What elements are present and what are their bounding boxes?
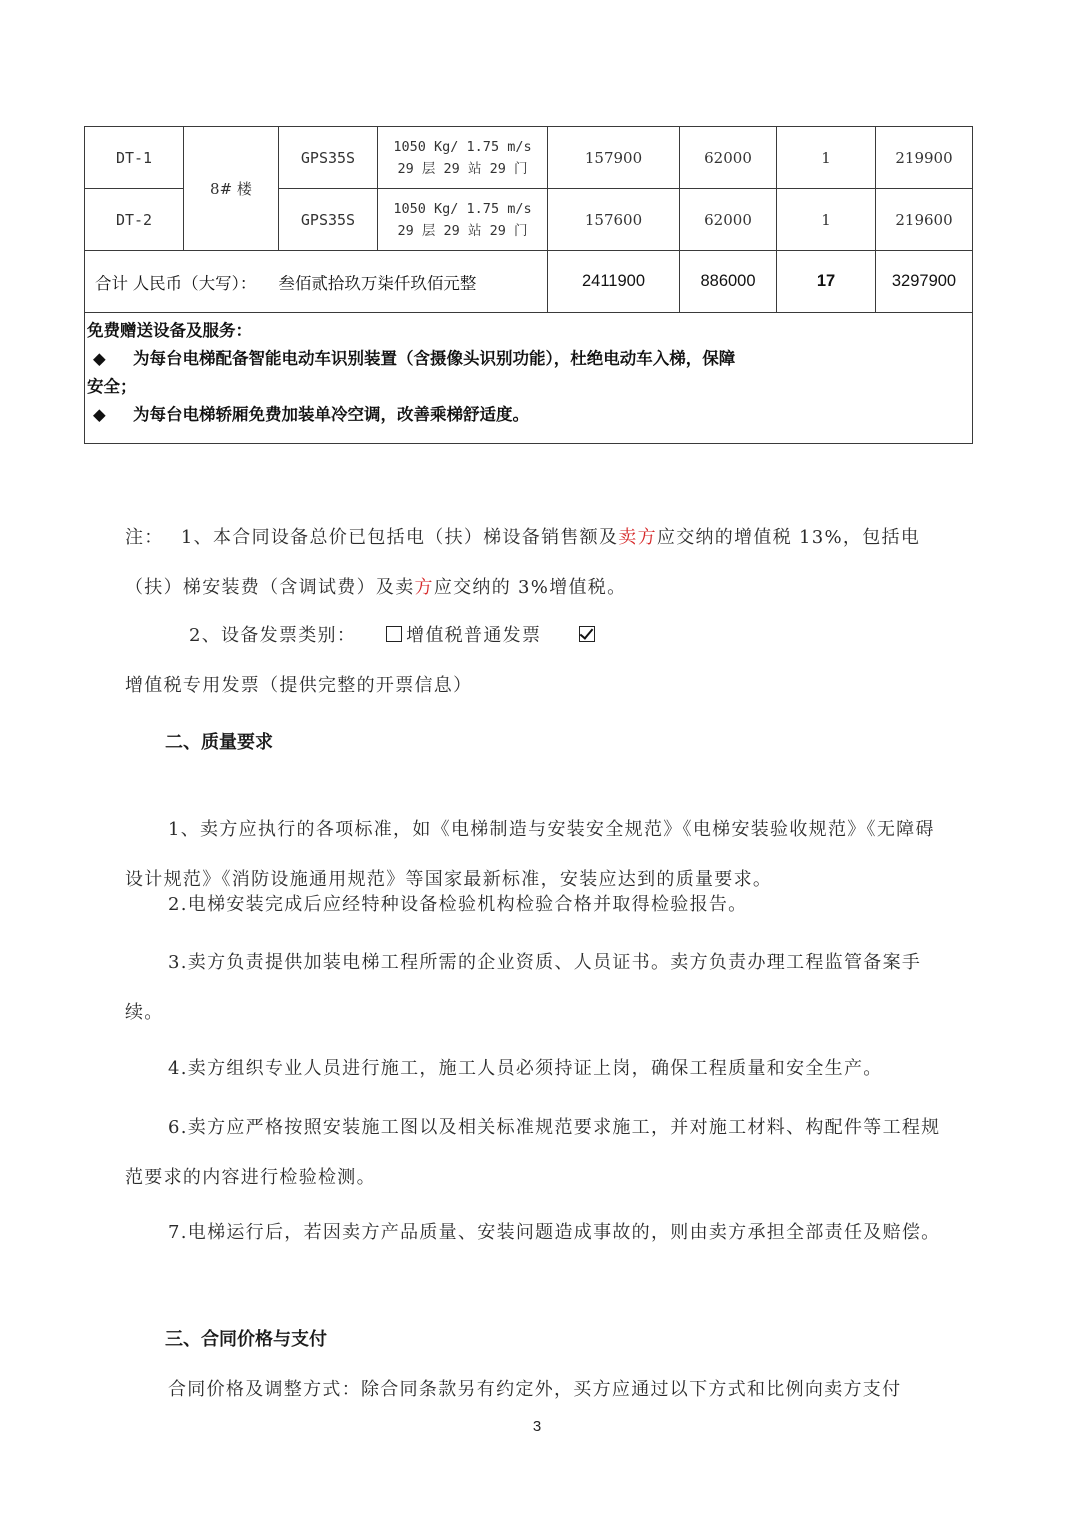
quantity: 1 <box>777 127 876 189</box>
total-equipment-price: 2411900 <box>548 251 680 313</box>
equipment-price: 157900 <box>548 127 680 189</box>
page-number: 3 <box>532 1418 542 1435</box>
install-fee: 62000 <box>680 127 777 189</box>
checkbox-unchecked-icon <box>386 626 402 642</box>
total-quantity: 17 <box>777 251 876 313</box>
quantity: 1 <box>777 189 876 251</box>
spec-line-1: 1050 Kg/ 1.75 m/s <box>393 200 532 217</box>
note-text: 应交纳的 3%增值税。 <box>433 577 627 598</box>
quality-item: 7.电梯运行后，若因卖方产品质量、安装问题造成事故的，则由卖方承担全部责任及赔偿。 <box>168 1222 941 1243</box>
spec-line-2: 29 层 29 站 29 门 <box>397 160 528 177</box>
gift-cell <box>85 313 973 444</box>
spec-line-1: 1050 Kg/ 1.75 m/s <box>393 138 532 155</box>
diamond-bullet-icon: ◆ <box>93 349 106 368</box>
amount-in-words: 叁佰贰拾玖万柒仟玖佰元整 <box>278 274 477 293</box>
gift-item <box>87 345 970 373</box>
note-text: 2、设备发票类别： <box>189 625 357 646</box>
spec-line-2: 29 层 29 站 29 门 <box>397 222 528 239</box>
section-3-heading: 三、合同价格与支付 <box>165 1329 327 1350</box>
spec <box>378 189 548 251</box>
section-3-text: 合同价格及调整方式：除合同条款另有约定外，买方应通过以下方式和比例向卖方支付 <box>168 1379 902 1400</box>
invoice-option-2: 增值税专用发票（提供完整的开票信息） <box>125 675 473 696</box>
total-label-cell <box>85 251 548 313</box>
gift-item <box>87 401 970 429</box>
elevator-id: DT-1 <box>85 127 184 189</box>
model: GPS35S <box>279 127 378 189</box>
checkbox-checked-icon <box>579 626 595 642</box>
building: 8# 楼 <box>184 127 279 251</box>
install-fee: 62000 <box>680 189 777 251</box>
model: GPS35S <box>279 189 378 251</box>
gift-item-text: 为每台电梯轿厢免费加装单冷空调，改善乘梯舒适度。 <box>133 405 529 424</box>
spec <box>378 127 548 189</box>
quality-item: 2.电梯安装完成后应经特种设备检验机构检验合格并取得检验报告。 <box>168 894 748 915</box>
quality-item: 6.卖方应严格按照安装施工图以及相关标准规范要求施工，并对施工材料、构配件等工程规范要求的内容进行检验检测。 <box>125 1117 941 1188</box>
section-2-heading: 二、质量要求 <box>165 732 273 753</box>
gift-item-text: 为每台电梯配备智能电动车识别装置（含摄像头识别功能），杜绝电动车入梯，保障 <box>133 349 736 368</box>
gift-item-continuation: 安全； <box>87 377 137 396</box>
invoice-option-1: 增值税普通发票 <box>406 625 542 646</box>
elevator-id: DT-2 <box>85 189 184 251</box>
gift-title: 免费赠送设备及服务： <box>87 321 252 340</box>
total-label: 合计 人民币（大写）： <box>95 274 257 293</box>
total-row <box>85 251 973 313</box>
quality-item: 4.卖方组织专业人员进行施工，施工人员必须持证上岗，确保工程质量和安全生产。 <box>168 1058 883 1079</box>
diamond-bullet-icon: ◆ <box>93 405 106 424</box>
quality-item: 3.卖方负责提供加装电梯工程所需的企业资质、人员证书。卖方负责办理工程监管备案手续。 <box>125 952 922 1023</box>
highlighted-text: 方 <box>414 577 434 598</box>
table-row <box>85 127 973 189</box>
total-install-fee: 886000 <box>680 251 777 313</box>
row-total: 219900 <box>876 127 973 189</box>
gift-row <box>85 313 973 444</box>
price-table <box>84 126 973 444</box>
note-1 <box>125 513 945 613</box>
grand-total: 3297900 <box>876 251 973 313</box>
highlighted-text: 卖方 <box>618 527 657 548</box>
row-total: 219600 <box>876 189 973 251</box>
note-text: 应交纳的增值税 13%，包括电（扶）梯安装费（含调试费）及卖 <box>125 527 921 598</box>
equipment-price: 157600 <box>548 189 680 251</box>
quality-item: 1、卖方应执行的各项标准，如《电梯制造与安装安全规范》《电梯安装验收规范》《无障碍设计规范》《消防设施通用规范》等国家最新标准，安装应达到的质量要求。 <box>125 819 935 890</box>
note-text: 注： 1、本合同设备总价已包括电（扶）梯设备销售额及 <box>125 527 619 548</box>
note-2 <box>125 611 945 711</box>
